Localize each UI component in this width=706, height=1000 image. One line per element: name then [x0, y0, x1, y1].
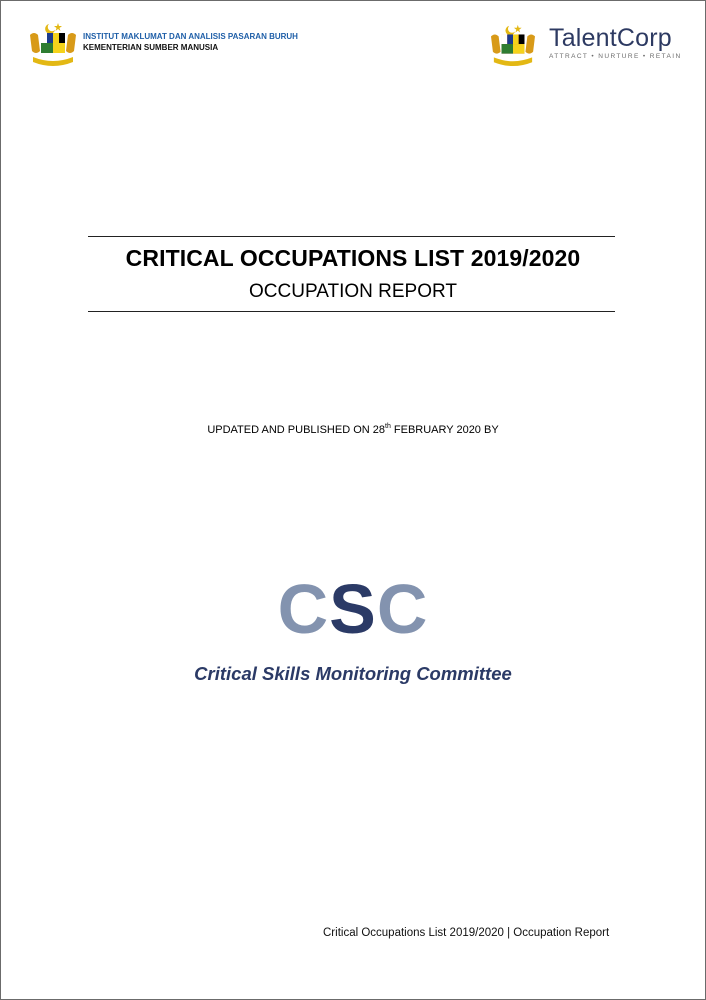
csc-letter-c1: C	[277, 570, 330, 648]
page-footer: Critical Occupations List 2019/2020 | Occupation Report	[323, 927, 610, 939]
header-left	[27, 21, 298, 67]
header-right	[487, 23, 682, 67]
csc-letter-s: S	[329, 570, 377, 648]
published-prefix: UPDATED AND PUBLISHED ON 28	[207, 424, 385, 436]
talentcorp-tagline: ATTRACT • NURTURE • RETAIN	[549, 53, 682, 60]
report-subtitle: OCCUPATION REPORT	[249, 281, 457, 302]
csc-logo	[1, 569, 705, 649]
committee-name: Critical Skills Monitoring Committee	[194, 663, 512, 684]
csc-letter-c2: C	[376, 570, 429, 648]
published-suffix: FEBRUARY 2020 BY	[390, 424, 499, 436]
talentcorp-name: TalentCorp	[549, 24, 672, 52]
malaysia-crest-icon	[27, 21, 79, 67]
title-rule-top	[88, 236, 615, 237]
ministry-name: KEMENTERIAN SUMBER MANUSIA	[83, 43, 219, 52]
talentcorp-logo	[549, 25, 682, 60]
report-title: CRITICAL OCCUPATIONS LIST 2019/2020	[125, 245, 581, 271]
published-ordinal: th	[385, 423, 391, 430]
institute-name: INSTITUT MAKLUMAT DAN ANALISIS PASARAN BURUH	[83, 32, 298, 41]
published-statement	[1, 423, 705, 436]
malaysia-crest-icon	[487, 23, 539, 67]
title-rule-bottom	[88, 311, 615, 312]
